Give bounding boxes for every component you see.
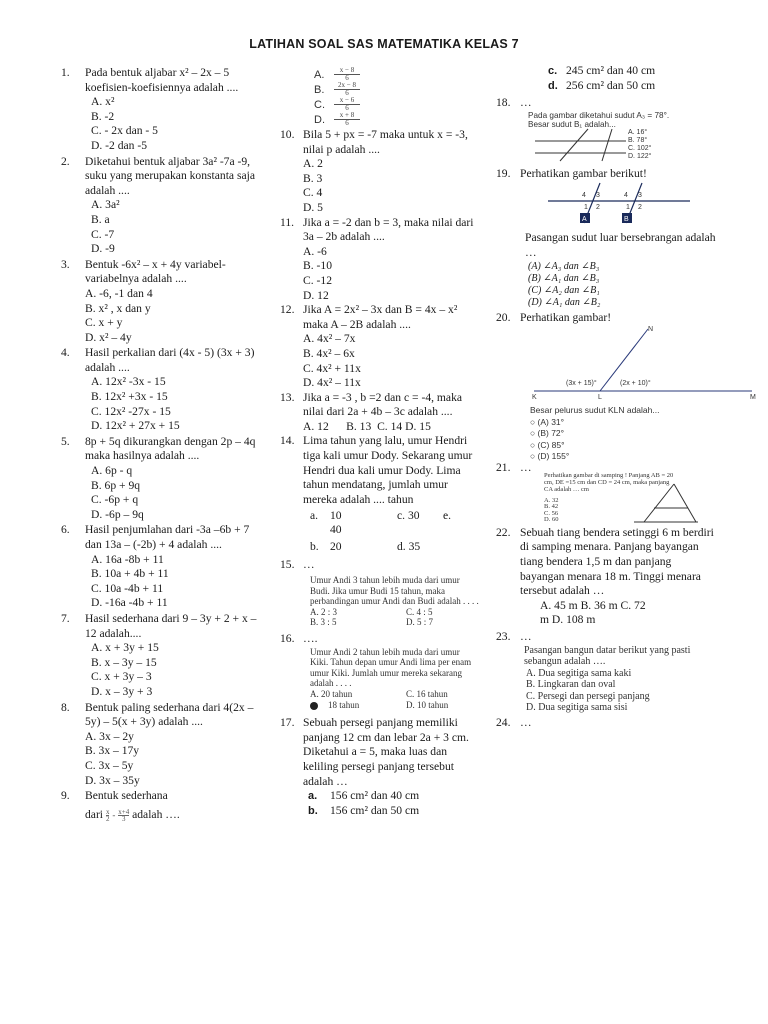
option-a-value: 10	[330, 509, 342, 523]
option-b: B. 42	[544, 503, 559, 511]
option-c: C. -12	[303, 273, 332, 287]
column-1	[58, 66, 268, 822]
option-b-label: B.	[314, 84, 325, 96]
question-dots: …	[520, 96, 532, 110]
option-b: B. Lingkaran dan oval	[526, 679, 616, 690]
question-text: Perhatikan gambar berikut!	[520, 166, 647, 180]
question-number: 22.	[496, 525, 511, 539]
option-b: B. 3	[303, 171, 323, 185]
option-d: D. 12x² + 27x + 15	[91, 419, 180, 433]
question-text-2: Pasangan sudut luar bersebrangan adalah …	[525, 231, 716, 259]
option-a: A. 16°	[628, 128, 648, 136]
option-b	[530, 428, 659, 440]
option-a: A. -6	[303, 244, 327, 258]
question-text: Bentuk -6x² – x + 4y variabel-variabelnya adalah ....	[85, 257, 226, 286]
option-c-label: C.	[314, 99, 325, 111]
svg-text:1: 1	[626, 204, 630, 212]
question-number: 17.	[280, 716, 295, 730]
fraction	[106, 809, 110, 822]
question-text: Umur Andi 3 tahun lebih muda dari umur Budi. Jika umur Budi 15 tahun, maka perbandingan umur Andi dan Budi adalah . . . .	[310, 575, 479, 607]
option-c: C. 16 tahun	[406, 688, 448, 699]
question-text: Umur Andi 2 tahun lebih muda dari umur Kiki. Tahun depan umur Andi lima per enam umur Kiki. Jumlah umur mereka sekarang adalah . . . .	[310, 646, 472, 689]
question-dots: …	[303, 558, 315, 572]
question-14-options	[280, 509, 480, 538]
question-text: Bentuk sederhana	[85, 789, 168, 803]
option-c: C. x + 3y – 3	[91, 670, 152, 684]
svg-text:A: A	[582, 216, 587, 224]
option-d: D. 3x – 35y	[85, 773, 140, 787]
question-number: 23.	[496, 629, 511, 643]
question-text: Diketahui bentuk aljabar 3a² -7a -9, suku yang merupakan konstanta saja adalah ....	[85, 154, 255, 197]
option-row	[310, 617, 480, 628]
option-label: c.	[548, 65, 558, 77]
option-a: A. 3a²	[91, 198, 120, 212]
question-dots: …	[520, 715, 532, 729]
option-text: 245 cm² dan 40 cm	[566, 64, 656, 77]
option-c: c. 30	[397, 509, 420, 523]
denominator: 3	[121, 814, 126, 823]
option-row	[310, 700, 485, 711]
option-a: A. 3x – 2y	[85, 729, 134, 743]
svg-text:3: 3	[596, 192, 600, 200]
option-d: D. 12	[303, 288, 329, 302]
option-a: A. 4x² – 7x	[303, 332, 356, 346]
option-d-fraction	[332, 112, 362, 127]
option-d: D. -2 dan -5	[91, 138, 148, 152]
question-text: Pada bentuk aljabar x² – 2x – 5 koefisien-koefisiennya adalah ....	[85, 66, 239, 94]
question-19	[496, 167, 716, 182]
option-d: D. x – 3y + 3	[91, 684, 153, 698]
option-a: A. 32	[544, 496, 559, 504]
option-c: C. -6p + q	[91, 493, 139, 507]
option-c: C. 4 : 5	[406, 606, 433, 617]
parallel-lines-diagram-2	[544, 181, 694, 225]
option-e-label: e.	[443, 509, 452, 523]
option-d: D. 5 : 7	[406, 617, 433, 628]
option-text: (A) 31°	[537, 416, 565, 427]
question-text: Lima tahun yang lalu, umur Hendri tiga kali umur Dody. Sekarang umur Hendri dua kali umur Dody. Lima tahun mendatang, jumlah umur mereka adalah .... tahun	[303, 434, 473, 506]
option-d: (D) ∠A₁ dan ∠B₂	[528, 296, 601, 308]
option-b: B. 10a + 4b + 11	[91, 567, 169, 581]
option-d: d. 35	[397, 540, 421, 554]
option-c: C. 102°	[628, 144, 652, 152]
option-b	[310, 700, 406, 711]
option-text: (B) 72°	[537, 428, 565, 439]
question-number: 6.	[61, 523, 70, 537]
question-text: Perhatikan gambar!	[520, 310, 612, 324]
denominator: 6	[345, 119, 349, 127]
radio-icon: ○	[530, 451, 538, 462]
option-b: B. 78°	[628, 136, 648, 144]
question-23	[496, 630, 716, 645]
question-number: 18.	[496, 96, 511, 110]
svg-text:2: 2	[638, 204, 642, 212]
option-c: C. 3x – 5y	[85, 758, 134, 772]
question-15	[280, 558, 480, 573]
question-10	[280, 128, 480, 157]
question-14-options-row2	[280, 540, 480, 558]
option-d: D. -6p – 9q	[91, 507, 144, 521]
denominator: 2	[105, 814, 110, 823]
question-24	[496, 716, 716, 731]
option-a: (A) ∠A₃ dan ∠B₃	[528, 260, 600, 272]
question-text: 8p + 5q dikurangkan dengan 2p – 4q maka hasilnya adalah ....	[85, 434, 256, 463]
question-15-image	[280, 575, 480, 628]
numerator: x+4	[118, 807, 130, 816]
question-number: 15.	[280, 558, 295, 572]
question-23-image	[496, 645, 716, 714]
option-a	[530, 417, 659, 429]
option-text: 256 cm² dan 50 cm	[566, 78, 656, 92]
question-text: Bila 5 + px = -7 maka untuk x = -3, nilai p adalah ....	[303, 128, 468, 156]
option-text: 156 cm² dan 40 cm	[330, 789, 420, 803]
option-e-value: 40	[330, 523, 342, 537]
option-d: D. 60	[544, 516, 559, 524]
option-c	[530, 440, 659, 452]
option-b: B. 3x – 17y	[85, 744, 140, 758]
svg-text:3: 3	[638, 192, 642, 200]
label-angle-1: (3x + 15)°	[566, 380, 597, 388]
option-a-label: A.	[314, 69, 325, 81]
option-a: A. 2 : 3	[310, 606, 337, 617]
option-b: B. -10	[303, 259, 332, 273]
question-number: 11.	[280, 215, 295, 229]
svg-text:2: 2	[596, 204, 600, 212]
q17-option-d	[496, 79, 666, 94]
question-11	[280, 216, 480, 245]
question-number: 7.	[61, 611, 70, 625]
option-d: D. Dua segitiga sama sisi	[526, 702, 628, 713]
question-dots: ….	[303, 632, 318, 645]
question-17	[280, 716, 480, 789]
option-b: B. 4x² – 6x	[303, 346, 355, 360]
label-n: N	[648, 326, 654, 334]
question-19-options	[496, 261, 716, 309]
question-18	[496, 96, 716, 111]
question-number: 13.	[280, 390, 295, 404]
question-14	[280, 434, 480, 507]
question-text: Hasil sederhana dari 9 – 3y + 2 + x – 12 adalah....	[85, 611, 257, 640]
option-row-1: A. 45 m B. 36 m C. 72	[540, 598, 646, 612]
option-b: B. 12x² +3x - 15	[91, 390, 168, 404]
fraction	[118, 809, 129, 822]
option-c: C. x + y	[85, 316, 123, 330]
question-number: 5.	[61, 434, 70, 448]
option-d: D. 5	[303, 200, 323, 214]
question-number: 16.	[280, 632, 295, 645]
angle-diagram	[530, 325, 760, 405]
question-20-text	[530, 405, 659, 463]
question-text: Jika a = -2 dan b = 3, maka nilai dari 3a – 2b adalah ....	[303, 215, 474, 244]
option-b: (B) ∠A₁ dan ∠B₃	[528, 272, 600, 284]
option-c: (C) ∠A₂ dan ∠B₁	[528, 284, 600, 296]
option-c: C. -7	[91, 227, 115, 241]
option-a: A. 20 tahun	[310, 688, 353, 699]
page-title: LATIHAN SOAL SAS MATEMATIKA KELAS 7	[249, 37, 519, 51]
svg-text:4: 4	[624, 192, 628, 200]
question-text: Sebuah tiang bendera setinggi 6 m berdiri di samping menara. Panjang bayangan tiang bendera 1,5 m dan panjang bayangan menara 18 m. Tinggi menara tersebut adalah …	[520, 525, 714, 598]
question-1	[58, 66, 268, 95]
question-number: 1.	[61, 66, 70, 79]
question-13	[280, 391, 480, 420]
svg-text:4: 4	[582, 192, 586, 200]
question-number: 12.	[280, 303, 295, 317]
option-c: C. 4x² + 11x	[303, 361, 361, 375]
selected-marker-icon	[310, 702, 318, 710]
column-3	[496, 64, 756, 730]
denominator: 6	[345, 104, 349, 112]
option-row	[310, 689, 485, 700]
option-b: B. a	[91, 212, 110, 226]
q18-text-b: A₃ = 78°.	[636, 110, 670, 120]
question-text: dari	[85, 807, 104, 821]
option-a: A. x + 3y + 15	[91, 641, 159, 655]
minus-sign: -	[112, 809, 116, 820]
option-c-fraction	[332, 97, 362, 112]
option-a: A. 6p - q	[91, 464, 133, 478]
answer-options	[628, 129, 651, 161]
option-row-2: m D. 108 m	[540, 613, 596, 627]
option-a: A. -6, -1 dan 4	[85, 286, 153, 300]
option-a-fraction	[332, 67, 362, 82]
option-a	[280, 789, 480, 804]
option-d-label: D.	[314, 114, 325, 126]
option-d: D. -16a -4b + 11	[91, 596, 168, 610]
question-22	[496, 526, 716, 628]
question-text: Hasil penjumlahan dari -3a –6b + 7 dan 13a – (-2b) + 4 adalah ....	[85, 523, 250, 551]
option-d: D. 10 tahun	[406, 699, 449, 710]
question-number: 19.	[496, 166, 511, 180]
option-b	[280, 804, 480, 819]
numerator: x	[105, 807, 110, 816]
question-text: Jika a = -3 , b =2 dan c = -4, maka nilai dari 2a + 4b – 3c adalah ....	[303, 390, 463, 419]
option-d: D. -9	[91, 242, 115, 256]
option-row	[310, 607, 480, 618]
question-5	[58, 435, 268, 464]
question-number: 9.	[61, 789, 70, 803]
option-a: A. 2	[303, 157, 323, 171]
option-text: (C) 85°	[537, 439, 565, 450]
radio-icon: ○	[530, 428, 538, 439]
option-c: C. 4	[303, 186, 323, 200]
option-c: C. Persegi dan persegi panjang	[526, 690, 650, 702]
option-b-value: 20	[330, 540, 342, 554]
question-number: 14.	[280, 434, 295, 448]
question-16	[280, 632, 480, 647]
question-text-2: Besar pelurus sudut KLN adalah...	[530, 405, 660, 416]
option-c: C. 12x² -27x - 15	[91, 404, 171, 418]
question-6	[58, 523, 268, 552]
answer-options	[544, 498, 558, 524]
question-20	[496, 311, 716, 326]
radio-icon: ○	[530, 439, 538, 450]
option-c: C. 10a -4b + 11	[91, 581, 164, 595]
question-text: Bentuk paling sederhana dari 4(2x – 5y) – 5(x + 3y) adalah ....	[85, 700, 254, 729]
q17-option-c	[496, 64, 666, 79]
label-l: L	[598, 394, 602, 402]
question-18-image	[528, 111, 716, 167]
label-k: K	[532, 394, 537, 402]
option-b-text: 18 tahun	[328, 699, 360, 710]
option-a: A. x²	[91, 95, 115, 109]
question-12	[280, 303, 480, 332]
svg-text:1: 1	[584, 204, 588, 212]
option-a: A. Dua segitiga sama kaki	[526, 667, 632, 679]
parallel-lines-diagram	[530, 127, 630, 165]
question-number: 8.	[61, 700, 70, 714]
option-row: A. 12 B. 13 C. 14 D. 15	[303, 419, 431, 433]
denominator: 6	[345, 74, 349, 82]
numerator: x − 6	[339, 96, 355, 104]
label-m: M	[750, 394, 756, 402]
question-number: 24.	[496, 715, 511, 729]
option-b: B. -2	[91, 109, 115, 123]
question-text: adalah ….	[132, 807, 180, 821]
question-4	[58, 346, 268, 375]
option-b: B. 6p + 9q	[91, 478, 141, 492]
question-number: 10.	[280, 128, 295, 141]
question-3	[58, 258, 268, 287]
option-text: (D) 155°	[537, 451, 570, 462]
option-label: b.	[308, 804, 318, 817]
question-number: 2.	[61, 154, 70, 168]
question-text: Hasil perkalian dari (4x - 5) (3x + 3) adalah ....	[85, 346, 255, 374]
question-21-image	[544, 471, 716, 526]
denominator: 6	[345, 89, 349, 97]
option-c: C. 56	[544, 509, 559, 517]
option-b-label: b.	[310, 540, 319, 554]
question-20-image	[530, 325, 756, 462]
question-dots: …	[520, 461, 532, 475]
option-b-fraction	[332, 82, 362, 97]
option-d: D. 122°	[628, 152, 652, 160]
label-angle-2: (2x + 10)°	[620, 380, 651, 388]
question-dots: …	[520, 629, 532, 643]
question-number: 3.	[61, 257, 70, 271]
numerator: 2x − 8	[338, 81, 356, 89]
option-label: a.	[308, 790, 318, 803]
option-b: B. 3 : 5	[310, 617, 337, 628]
option-d: D. x² – 4y	[85, 330, 132, 344]
option-c: C. - 2x dan - 5	[91, 124, 158, 138]
question-8	[58, 701, 268, 730]
option-text: 156 cm² dan 50 cm	[330, 803, 420, 817]
option-b: B. x² , x dan y	[85, 301, 151, 315]
option-label: d.	[548, 79, 558, 92]
question-9-options	[314, 64, 374, 128]
question-text: Sebuah persegi panjang memiliki panjang 12 cm dan lebar 2a + 3 cm. Diketahui a = 5, maka luas dan keliling persegi panjang tersebut adalah …	[303, 716, 469, 788]
option-a-label: a.	[310, 509, 319, 523]
column-2	[280, 64, 480, 818]
option-a: A. 16a -8b + 11	[91, 552, 164, 566]
option-a: A. 12x² -3x - 15	[91, 375, 166, 389]
svg-text:B: B	[624, 216, 629, 224]
question-text: Pasangan bangun datar berikut yang pasti sebangun adalah ….	[524, 644, 691, 667]
option-d: D. 4x² – 11x	[303, 376, 361, 390]
q18-text-a: Pada gambar diketahui sudut	[528, 110, 635, 120]
numerator: x − 8	[339, 66, 355, 74]
numerator: x + 8	[339, 111, 355, 119]
question-text: Jika A = 2x² – 3x dan B = 4x – x² maka A – 2B adalah ....	[303, 303, 458, 331]
question-number: 20.	[496, 310, 511, 324]
question-9	[58, 789, 268, 822]
question-text-2: Besar sudut B₁ adalah...	[528, 119, 616, 129]
question-number: 4.	[61, 346, 70, 360]
radio-icon: ○	[530, 416, 538, 427]
question-number: 21.	[496, 461, 511, 475]
option-b: B. x – 3y – 15	[91, 655, 157, 669]
question-text: Perhatikan gambar di samping ! Panjang AB = 20 cm, DE =15 cm dan CD = 24 cm, maka panjang CA adalah … cm	[544, 471, 674, 493]
question-16-image	[280, 647, 480, 711]
question-7	[58, 612, 268, 641]
triangle-diagram	[624, 476, 704, 526]
question-2	[58, 155, 268, 199]
